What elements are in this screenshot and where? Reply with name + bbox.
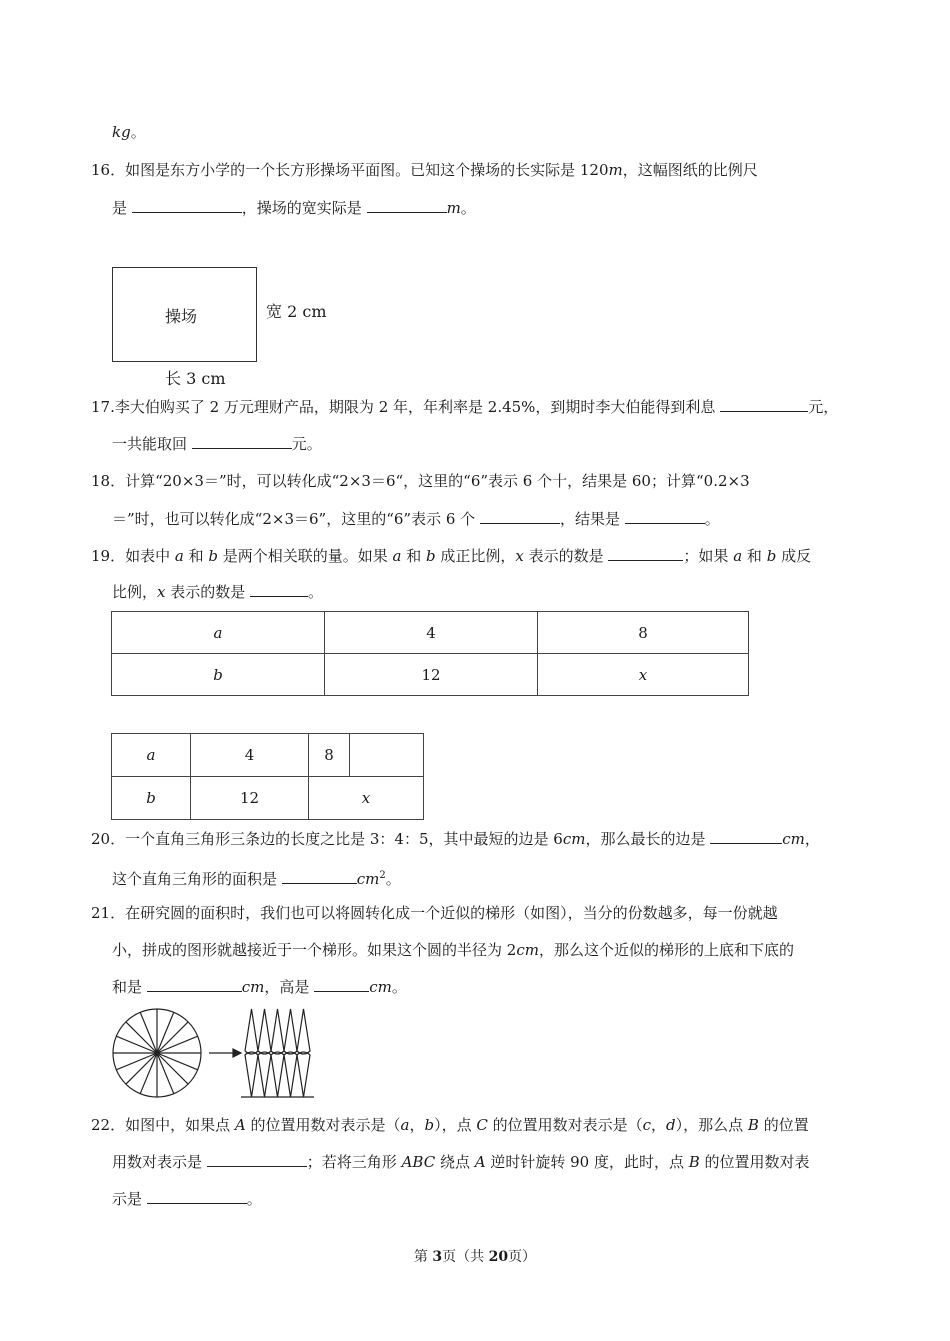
answer-blank[interactable] xyxy=(367,198,447,213)
answer-blank[interactable] xyxy=(207,1152,307,1167)
sector xyxy=(297,1052,310,1097)
sector xyxy=(258,1009,271,1054)
q22-line3: 示是 。 xyxy=(112,1190,262,1208)
sector xyxy=(284,1009,297,1054)
table-row: b 12 x xyxy=(112,654,749,696)
q19-table-1 xyxy=(111,611,749,696)
sector xyxy=(245,1052,258,1097)
answer-blank[interactable] xyxy=(282,869,357,884)
circle-center xyxy=(155,1051,159,1055)
trapezoid-sectors xyxy=(241,1009,314,1097)
q21-line1: 21．在研究圆的面积时，我们也可以将圆转化成一个近似的梯形（如图），当分的份数越多，每一份就越 xyxy=(91,904,778,922)
q19-table-2 xyxy=(111,733,424,820)
circle-spoke xyxy=(126,1053,157,1084)
q21-line3: 和是 cm，高是 cm。 xyxy=(112,978,407,996)
sector xyxy=(258,1052,271,1097)
q20-line2: 这个直角三角形的面积是 $cm^2$。 xyxy=(112,870,401,888)
answer-blank[interactable] xyxy=(608,546,683,561)
sector xyxy=(271,1052,284,1097)
answer-blank[interactable] xyxy=(147,977,242,992)
sector xyxy=(245,1009,258,1054)
length-label: 长 3 cm xyxy=(165,369,226,388)
playground-label: 操场 xyxy=(165,307,198,326)
q21-line2: 小，拼成的图形就越接近于一个梯形。如果这个圆的半径为 2cm，那么这个近似的梯形的上底和下底的 xyxy=(112,941,794,959)
sector xyxy=(271,1009,284,1054)
q17-line2: 一共能取回 元。 xyxy=(112,435,322,453)
q22-line2: 用数对表示是 ；若将三角形 ABC 绕点 A 逆时针旋转 90 度，此时，点 B 的位置用数对表 xyxy=(112,1153,810,1171)
q19-line1: 19．如表中 a 和 b 是两个相关联的量。如果 a 和 b 成正比例，x 表示的数是 ；如果 a 和 b 成反 xyxy=(91,547,812,565)
circle-spoke xyxy=(126,1022,157,1053)
answer-blank[interactable] xyxy=(250,582,308,597)
q16-line1: 16．如图是东方小学的一个长方形操场平面图。已知这个操场的长实际是 120m，这幅图纸的比例尺 xyxy=(91,161,758,179)
page-footer: 第 3页（共 20页） xyxy=(413,1249,537,1265)
q17-line1: 17.李大伯购买了 2 万元理财产品，期限为 2 年，年利率是 2.45%，到期时李大伯能得到利息 元， xyxy=(91,398,839,416)
circle-spoke xyxy=(157,1053,188,1084)
answer-blank[interactable] xyxy=(480,509,560,524)
circle-spoke xyxy=(157,1022,188,1053)
arrow-icon xyxy=(209,1049,241,1057)
q22-line1: 22．如图中，如果点 A 的位置用数对表示是（a，b），点 C 的位置用数对表示是（c，d），那么点 B 的位置 xyxy=(91,1116,809,1134)
divided-circle xyxy=(113,1009,201,1097)
table-row: b 12 x xyxy=(112,777,424,820)
answer-blank[interactable] xyxy=(710,829,782,844)
unit-kg: kg xyxy=(112,123,131,141)
answer-blank[interactable] xyxy=(314,977,369,992)
answer-blank[interactable] xyxy=(720,397,808,412)
q18-line1: 18．计算“20×3＝”时，可以转化成“2×3＝6“，这里的“6”表示 6 个十，结果是 60；计算“0.2×3 xyxy=(91,472,750,490)
table-row: a 4 8 xyxy=(112,612,749,654)
q18-line2: ＝”时，也可以转化成“2×3＝6”，这里的“6”表示 6 个 ，结果是 。 xyxy=(112,510,720,528)
answer-blank[interactable] xyxy=(147,1189,247,1204)
answer-blank[interactable] xyxy=(132,198,242,213)
answer-blank[interactable] xyxy=(625,509,705,524)
answer-blank[interactable] xyxy=(192,434,292,449)
sector xyxy=(297,1009,310,1054)
width-label: 宽 2 cm xyxy=(266,302,327,321)
q16-line2: 是 ，操场的宽实际是 m。 xyxy=(112,199,476,217)
prev-question-tail: kg。 xyxy=(112,123,146,141)
q19-line2: 比例，x 表示的数是 。 xyxy=(112,583,324,601)
circle-to-trapezoid-figure xyxy=(105,1003,335,1103)
sector xyxy=(284,1052,297,1097)
q20-line1: 20．一个直角三角形三条边的长度之比是 3：4：5，其中最短的边是 6cm，那么最长的边是 cm， xyxy=(91,830,820,848)
table-row: a 4 8 xyxy=(112,734,424,777)
